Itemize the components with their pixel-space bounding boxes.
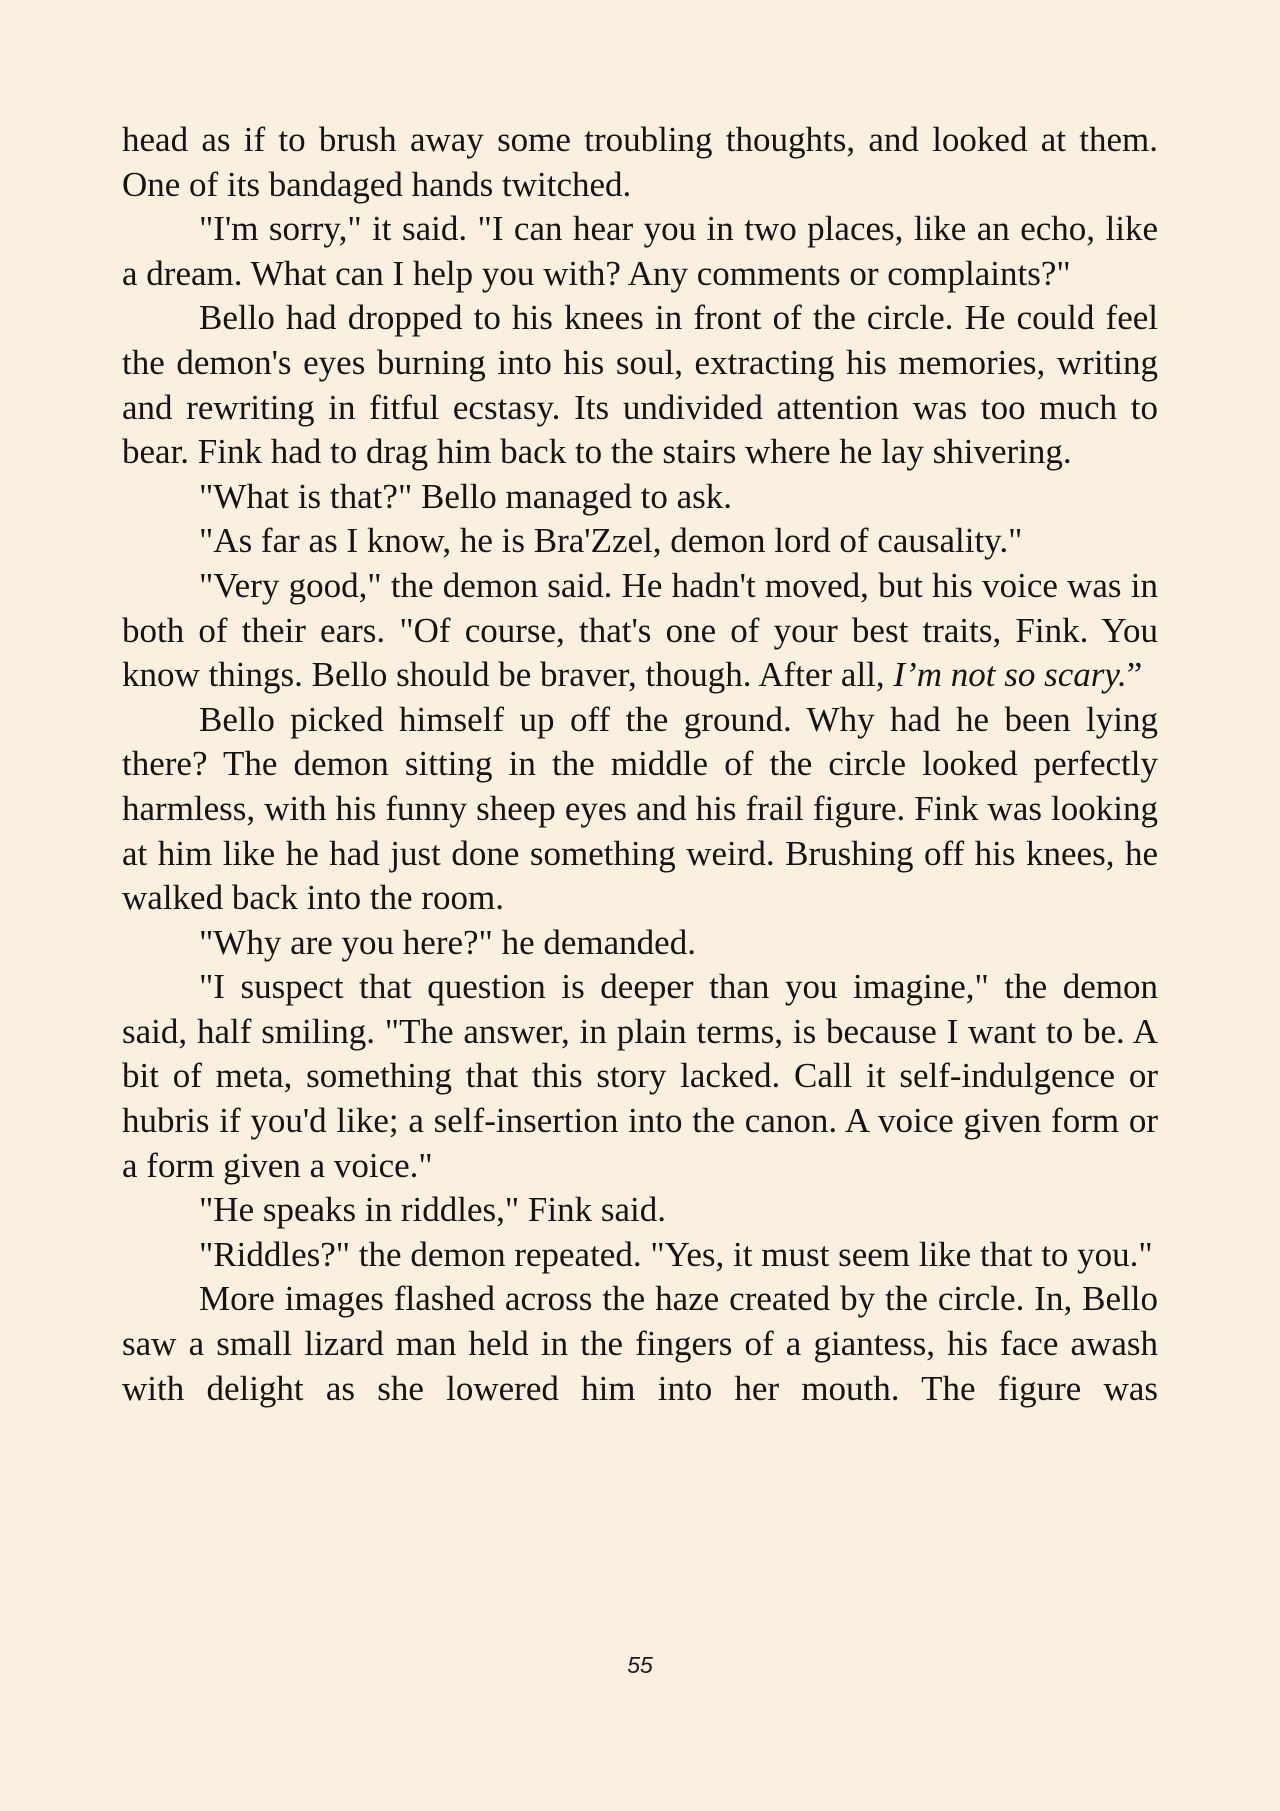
italic-text: I’m not so scary. [893, 655, 1127, 695]
paragraph [122, 564, 1158, 698]
paragraph-text: "Very good," the demon said. He hadn't moved, but his voice was in both of their ears. "Of course, that's one of your best traits, Fink. You know things. Bello should be braver, though. After all, [122, 565, 1158, 695]
paragraph: "I'm sorry," it said. "I can hear you in two places, like an echo, like a dream. What can I help you with? Any comments or complaints?" [122, 209, 1158, 293]
paragraph: head as if to brush away some troubling thoughts, and looked at them. One of its bandaged hands twitched. [122, 120, 1158, 204]
paragraph: "I suspect that question is deeper than you imagine," the demon said, half smiling. "The answer, in plain terms, is because I want to be. A bit of meta, something that this story lacked. Call it self-indulgence or hubris if you'd like; a self-insertion into the canon. A voice given form or a form given a voice." [122, 967, 1158, 1185]
paragraph: "As far as I know, he is Bra'Zzel, demon lord of causality." [199, 521, 1023, 561]
page-body [122, 118, 1158, 1411]
paragraph: "He speaks in riddles," Fink said. [199, 1190, 666, 1230]
paragraph: "Riddles?" the demon repeated. "Yes, it must seem like that to you." [199, 1234, 1153, 1274]
paragraph: Bello picked himself up off the ground. Why had he been lying there? The demon sitting in the middle of the circle looked perfectly harmless, with his funny sheep eyes and his frail figure. Fink was looking at him like he had just done something weird. Brushing off his knees, he walked back into the room. [122, 699, 1158, 918]
paragraph: Bello had dropped to his knees in front of the circle. He could feel the demon's eyes burning into his soul, extracting his memories, writing and rewriting in fitful ecstasy. Its undivided attention was too much to bear. Fink had to drag him back to the stairs where he lay shivering. [122, 298, 1158, 472]
closing-quote: ” [1126, 655, 1143, 695]
page-number: 55 [627, 1652, 653, 1678]
paragraph: More images flashed across the haze created by the circle. In, Bello saw a small lizard man held in the fingers of a giantess, his face awash with delight as she lowered him into her mouth. The figure was [122, 1279, 1158, 1408]
paragraph: "Why are you here?" he demanded. [199, 922, 696, 962]
paragraph: "What is that?" Bello managed to ask. [199, 476, 733, 516]
